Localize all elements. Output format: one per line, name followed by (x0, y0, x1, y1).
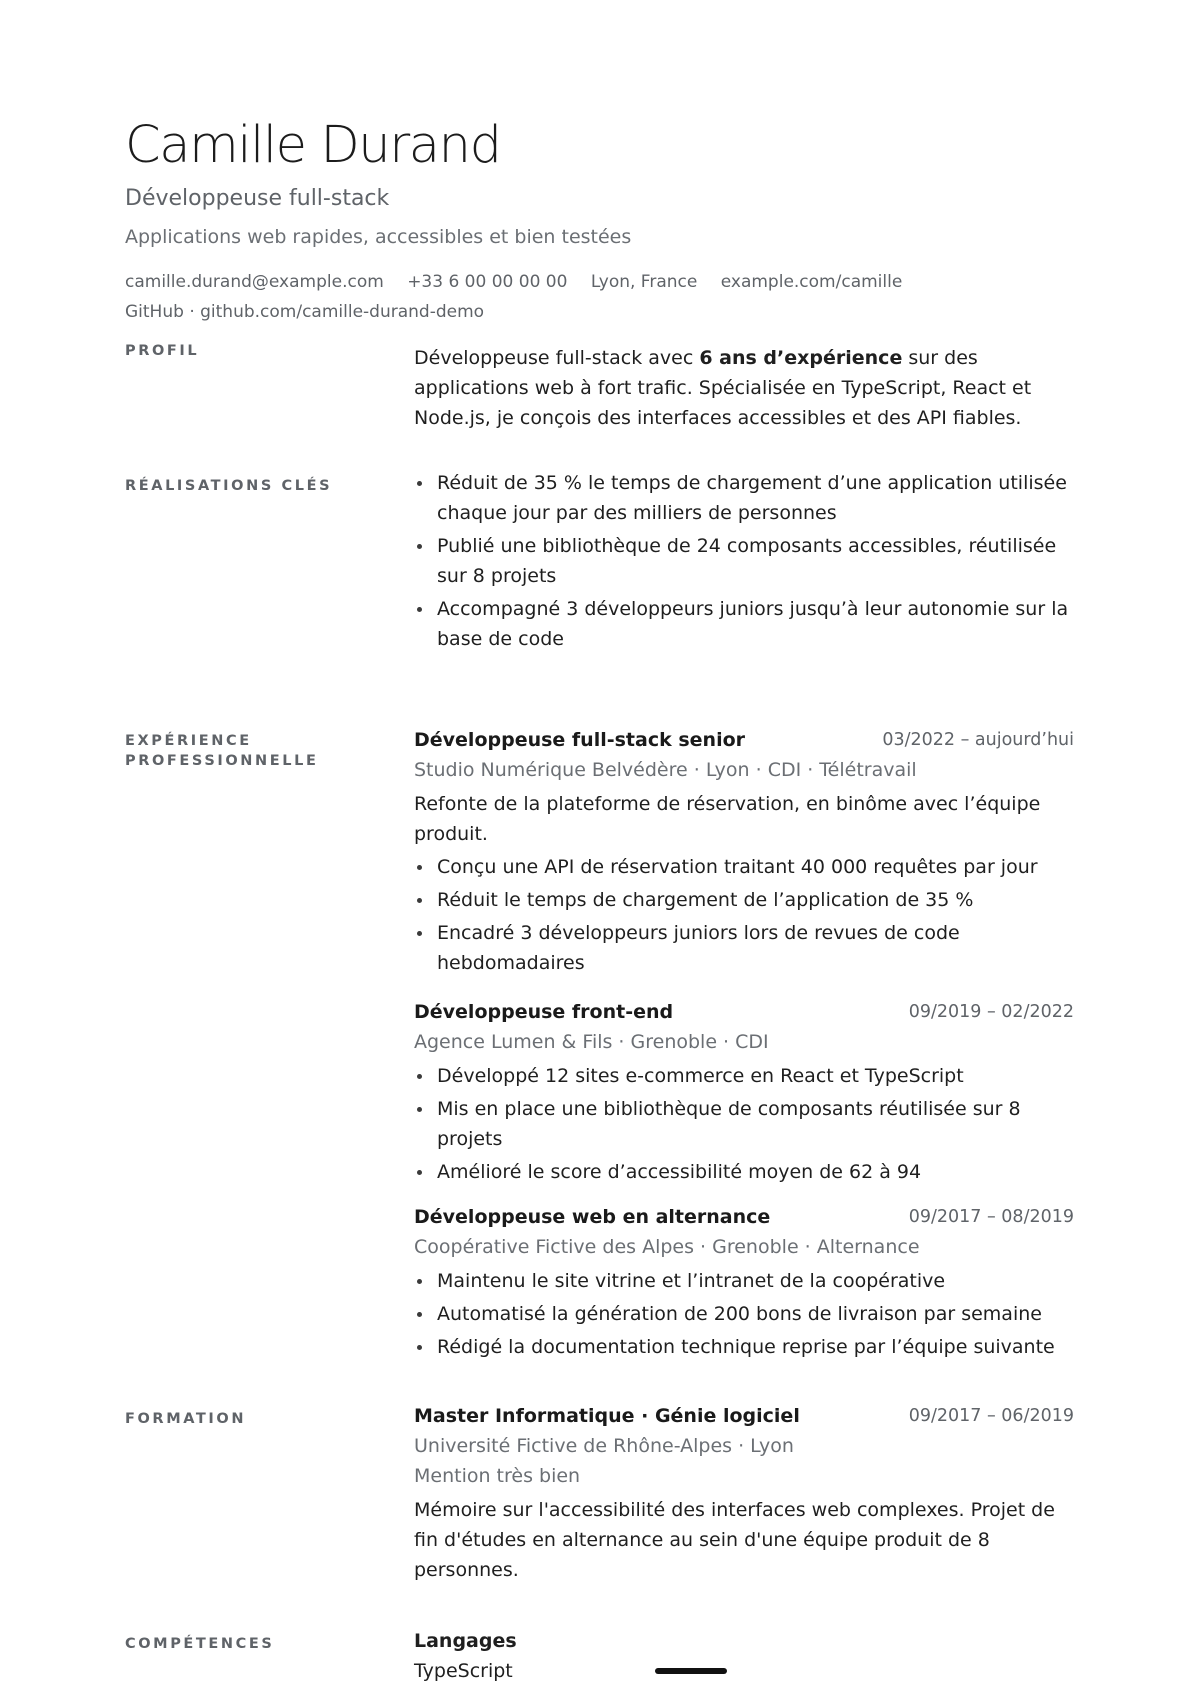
candidate-name: Camille Durand (125, 116, 501, 175)
skill-category: Langages (414, 1630, 517, 1652)
list-item: Maintenu le site vitrine et l’intranet de la coopérative (414, 1266, 1074, 1296)
job-bullets (414, 1266, 1074, 1362)
contact-website[interactable]: example.com/camille (720, 272, 903, 292)
job-entry (414, 1202, 1074, 1365)
contact-email[interactable]: camille.durand@example.com (125, 272, 384, 292)
resume-header (125, 112, 1085, 327)
job-title: Développeuse full-stack senior (414, 729, 746, 751)
section-label-line: EXPÉRIENCE (125, 733, 252, 749)
candidate-tagline: Applications web rapides, accessibles et bien testées (125, 226, 632, 248)
formation-body (414, 1401, 1074, 1585)
contact-phone[interactable]: +33 6 00 00 00 00 (407, 272, 568, 292)
list-item: Réduit de 35 % le temps de chargement d’une application utilisée chaque jour par des milliers de personnes (414, 468, 1074, 528)
job-head (414, 997, 1074, 1027)
candidate-role: Développeuse full-stack (125, 186, 390, 211)
job-entry (414, 997, 1074, 1190)
job-dates: 03/2022 – aujourd’hui (882, 730, 1074, 750)
profil-text-part: sur des applications web à fort trafic. Spécialisée en TypeScript, React et Node.js, je conçois des interfaces accessibles et des API fiables. (414, 347, 1032, 429)
contact-location: Lyon, France (590, 272, 698, 292)
job-bullets (414, 1061, 1074, 1187)
list-item: Encadré 3 développeurs juniors lors de revues de code hebdomadaires (414, 918, 1074, 978)
profil-highlight: 6 ans d’expérience (699, 347, 903, 369)
degree-dates: 09/2017 – 06/2019 (908, 1406, 1074, 1426)
list-item: Amélioré le score d’accessibilité moyen de 62 à 94 (414, 1157, 1074, 1187)
contact-list (125, 267, 985, 327)
list-item: Développé 12 sites e-commerce en React et TypeScript (414, 1061, 1074, 1091)
formation-head (414, 1401, 1074, 1431)
list-item: Réduit le temps de chargement de l’application de 35 % (414, 885, 1074, 915)
profil-text-part: Développeuse full-stack avec (414, 347, 700, 369)
experience-body (414, 725, 1074, 1365)
section-label-profil: PROFIL (125, 343, 200, 359)
list-item: Publié une bibliothèque de 24 composants accessibles, réutilisée sur 8 projets (414, 531, 1074, 591)
section-label-line: PROFESSIONNELLE (125, 753, 319, 769)
list-item: Automatisé la génération de 200 bons de livraison par semaine (414, 1299, 1074, 1329)
job-head (414, 1202, 1074, 1232)
job-dates: 09/2017 – 08/2019 (908, 1207, 1074, 1227)
job-head (414, 725, 1074, 755)
realisations-list (414, 468, 1074, 654)
degree-title: Master Informatique · Génie logiciel (414, 1405, 800, 1427)
job-title: Développeuse front-end (414, 1001, 674, 1023)
realisations-body (414, 468, 1074, 657)
job-bullets (414, 852, 1074, 978)
job-title: Développeuse web en alternance (414, 1206, 771, 1228)
list-item: Conçu une API de réservation traitant 40 000 requêtes par jour (414, 852, 1074, 882)
competences-body (414, 1626, 1074, 1685)
home-indicator-bar[interactable] (655, 1668, 727, 1674)
school-name: Université Fictive de Rhône-Alpes · Lyon (414, 1435, 794, 1457)
list-item: Mis en place une bibliothèque de composants réutilisée sur 8 projets (414, 1094, 1074, 1154)
job-entry (414, 725, 1074, 981)
skill-item: TypeScript (414, 1660, 513, 1682)
job-description: Refonte de la plateforme de réservation, en binôme avec l’équipe produit. (414, 793, 1041, 845)
section-label-competences: COMPÉTENCES (125, 1636, 275, 1652)
contact-github[interactable]: GitHub · github.com/camille-durand-demo (125, 302, 485, 322)
list-item: Rédigé la documentation technique reprise par l’équipe suivante (414, 1332, 1074, 1362)
job-dates: 09/2019 – 02/2022 (908, 1002, 1074, 1022)
degree-mention: Mention très bien (414, 1465, 581, 1487)
section-label-formation: FORMATION (125, 1411, 247, 1427)
job-meta: Studio Numérique Belvédère · Lyon · CDI · Télétravail (414, 759, 917, 781)
job-meta: Agence Lumen & Fils · Grenoble · CDI (414, 1031, 769, 1053)
section-label-experience (125, 731, 375, 771)
list-item: Accompagné 3 développeurs juniors jusqu’à leur autonomie sur la base de code (414, 594, 1074, 654)
job-meta: Coopérative Fictive des Alpes · Grenoble · Alternance (414, 1236, 920, 1258)
section-label-realisations: RÉALISATIONS CLÉS (125, 478, 333, 494)
profil-text (414, 343, 1074, 433)
formation-description: Mémoire sur l'accessibilité des interfaces web complexes. Projet de fin d'études en alternance au sein d'une équipe produit de 8 personnes. (414, 1499, 1055, 1581)
